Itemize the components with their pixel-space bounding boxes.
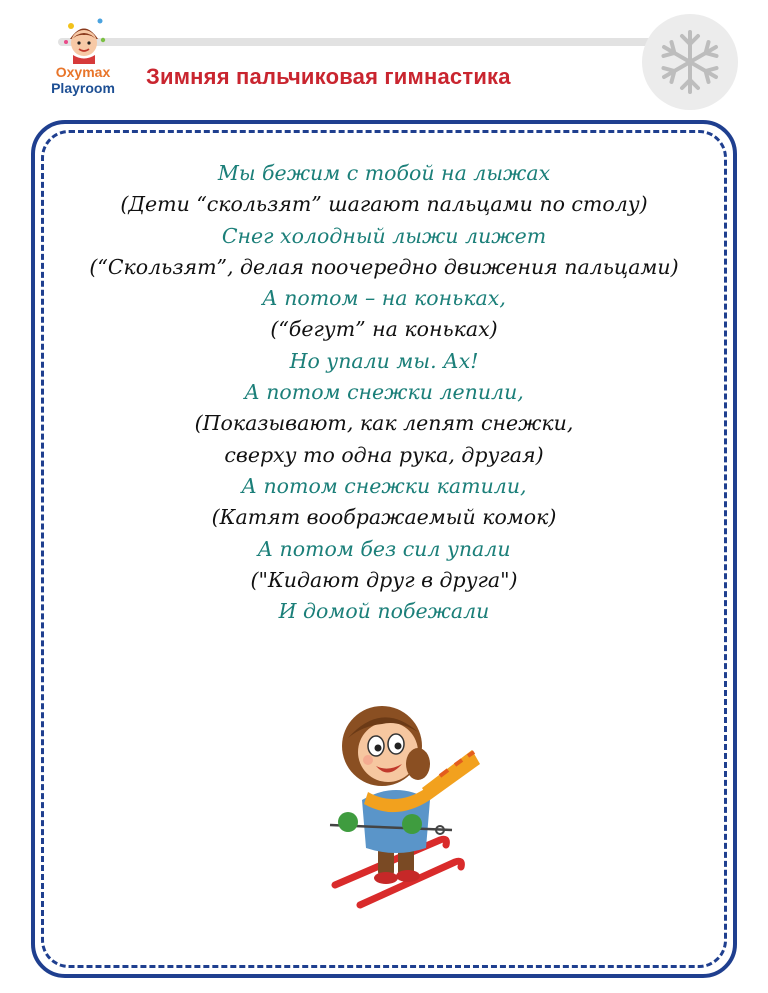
verse-line: А потом снежки лепили, [244,380,524,405]
instruction-line: (Катят воображаемый комок) [211,505,557,530]
verse-line: А потом снежки катили, [241,473,527,498]
instruction-line: сверху то одна рука, другая) [224,442,544,467]
logo [28,12,138,107]
poem [31,158,737,627]
instruction-line: ("Кидают друг в друга") [250,567,518,592]
verse-line: А потом – на коньках, [262,286,506,311]
page-title: Зимняя пальчиковая гимнастика [146,64,511,89]
verse-line: А потом без сил упали [257,536,511,561]
snowflake-icon [640,12,740,112]
instruction-line: (Показывают, как лепят снежки, [194,411,574,436]
instruction-line: (Дети “скользят” шагают пальцами по столу) [120,192,648,217]
child-skier-illustration [290,680,490,915]
header-bar [58,38,658,46]
verse-line: Снег холодный лыжи лижет [221,223,547,248]
instruction-line: (“Скользят”, делая поочередно движения пальцами) [89,254,679,279]
instruction-line: (“бегут” на коньках) [270,317,498,342]
verse-line: И домой побежали [278,599,490,624]
verse-line: Мы бежим с тобой на лыжах [217,161,551,185]
verse-line: Но упали мы. Ах! [289,348,479,373]
logo-subtitle: Playroom [51,80,115,96]
child-face-icon [58,12,110,64]
logo-name: Oxymax [55,64,111,80]
